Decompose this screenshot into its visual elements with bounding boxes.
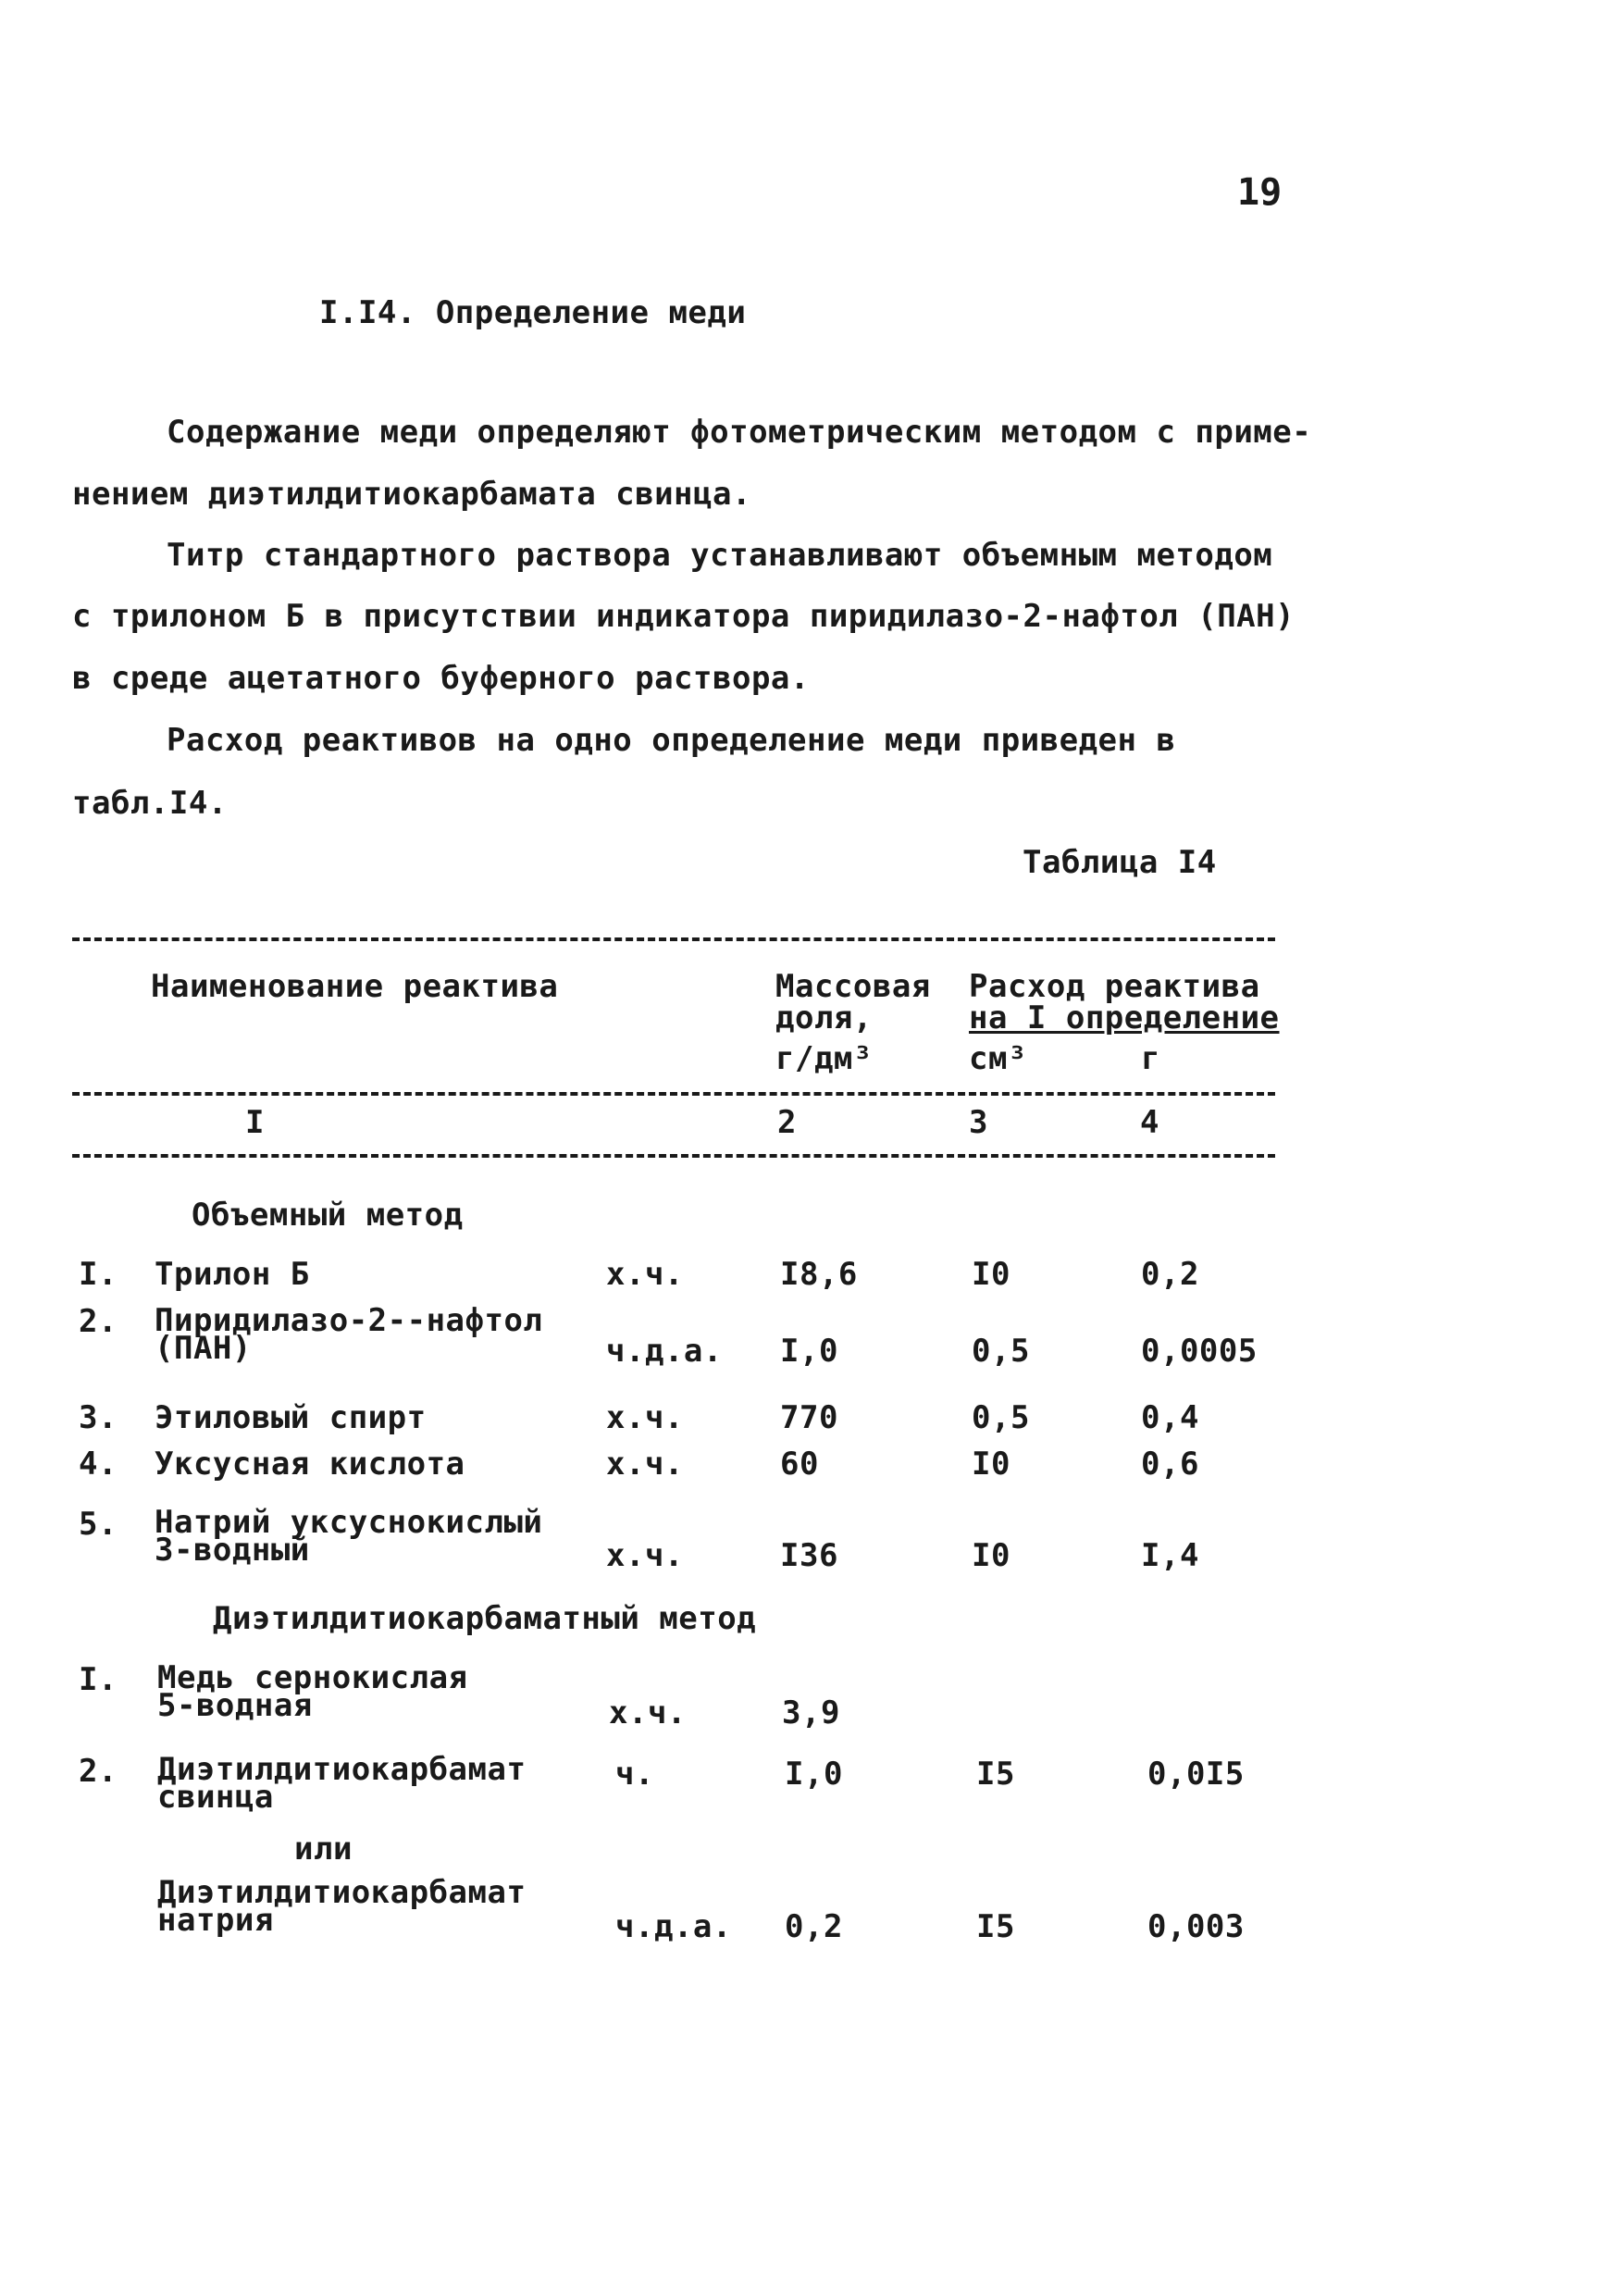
reagent-name: Натрий уксуснокислый xyxy=(155,1504,543,1541)
group-title: Объемный метод xyxy=(192,1197,464,1234)
row-number: 5. xyxy=(79,1506,118,1543)
reagent-grade: ч. xyxy=(615,1756,654,1793)
header-mass: доля, xyxy=(775,999,873,1036)
header-consumption: Расход реактива xyxy=(969,968,1260,1005)
paragraph-line: нением диэтилдитиокарбамата свинца. xyxy=(72,476,751,513)
row-number: I. xyxy=(79,1256,118,1293)
reagent-name: Уксусная кислота xyxy=(155,1446,465,1483)
reagent-name: Трилон Б xyxy=(155,1256,310,1293)
table-rule-colnum xyxy=(72,1154,1275,1158)
mass-fraction: 60 xyxy=(780,1446,819,1483)
reagent-name: Диэтилдитиокарбамат xyxy=(157,1751,527,1788)
mass-g: 0,6 xyxy=(1141,1446,1199,1483)
paragraph-line: Титр стандартного раствора устанавливают объемным методом xyxy=(167,537,1273,574)
header-unit-cm3: см³ xyxy=(969,1040,1027,1077)
mass-g: 0,0005 xyxy=(1141,1333,1258,1370)
header-consumption: на I определение xyxy=(969,999,1280,1036)
reagent-grade: х.ч. xyxy=(606,1256,684,1293)
table-rule-top xyxy=(72,937,1275,941)
table-caption: Таблица I4 xyxy=(1023,844,1217,881)
column-number: 2 xyxy=(777,1104,797,1141)
volume-cm3: 0,5 xyxy=(972,1399,1030,1436)
or-separator: или xyxy=(294,1831,353,1868)
column-number: 4 xyxy=(1140,1104,1159,1141)
row-number: 2. xyxy=(79,1303,118,1340)
volume-cm3: I5 xyxy=(976,1908,1015,1945)
mass-fraction: 3,9 xyxy=(782,1694,840,1731)
paragraph-line: Содержание меди определяют фотометрическим методом с приме- xyxy=(167,414,1312,451)
reagent-grade: ч.д.а. xyxy=(615,1908,732,1945)
reagent-grade: х.ч. xyxy=(606,1446,684,1483)
mass-fraction: I8,6 xyxy=(780,1256,858,1293)
mass-fraction: I,0 xyxy=(785,1756,843,1793)
mass-fraction: I,0 xyxy=(780,1333,838,1370)
mass-g: 0,4 xyxy=(1141,1399,1199,1436)
paragraph-line: Расход реактивов на одно определение меди приведен в xyxy=(167,722,1176,759)
mass-g: 0,2 xyxy=(1141,1256,1199,1293)
reagent-name: Пиридилазо-2--нафтол xyxy=(155,1302,543,1339)
mass-fraction: 770 xyxy=(780,1399,838,1436)
row-number: I. xyxy=(79,1661,118,1698)
header-mass-unit: г/дм³ xyxy=(775,1040,873,1077)
header-name: Наименование реактива xyxy=(151,968,559,1005)
reagent-grade: х.ч. xyxy=(606,1399,684,1436)
group-title: Диэтилдитиокарбаматный метод xyxy=(213,1600,757,1637)
reagent-grade: ч.д.а. xyxy=(606,1333,723,1370)
volume-cm3: I0 xyxy=(972,1446,1010,1483)
paragraph-line: табл.I4. xyxy=(72,785,228,822)
row-number: 3. xyxy=(79,1399,118,1436)
volume-cm3: 0,5 xyxy=(972,1333,1030,1370)
reagent-name: Этиловый спирт xyxy=(155,1399,427,1436)
table-rule-header xyxy=(72,1092,1275,1096)
mass-g: I,4 xyxy=(1141,1537,1199,1574)
paragraph-line: в среде ацетатного буферного раствора. xyxy=(72,660,810,697)
page-number: 19 xyxy=(1237,171,1283,214)
reagent-name: свинца xyxy=(157,1779,274,1816)
row-number: 2. xyxy=(79,1753,118,1790)
column-number: I xyxy=(245,1104,265,1141)
column-number: 3 xyxy=(969,1104,988,1141)
paragraph-line: с трилоном Б в присутствии индикатора пиридилазо-2-нафтол (ПАН) xyxy=(72,598,1295,635)
volume-cm3: I0 xyxy=(972,1256,1010,1293)
header-mass: Массовая xyxy=(775,968,931,1005)
reagent-name: Медь сернокислая xyxy=(157,1659,468,1696)
volume-cm3: I5 xyxy=(976,1756,1015,1793)
mass-fraction: I36 xyxy=(780,1537,838,1574)
reagent-name: (ПАН) xyxy=(155,1330,252,1367)
reagent-name: 3-водный xyxy=(155,1532,310,1569)
mass-g: 0,0I5 xyxy=(1147,1756,1245,1793)
section-heading: I.I4. Определение меди xyxy=(319,294,747,331)
reagent-name: натрия xyxy=(157,1902,274,1939)
reagent-grade: х.ч. xyxy=(606,1537,684,1574)
reagent-grade: х.ч. xyxy=(609,1694,687,1731)
reagent-name: 5-водная xyxy=(157,1687,313,1724)
mass-g: 0,003 xyxy=(1147,1908,1245,1945)
volume-cm3: I0 xyxy=(972,1537,1010,1574)
mass-fraction: 0,2 xyxy=(785,1908,843,1945)
header-unit-g: г xyxy=(1141,1040,1160,1077)
reagent-name: Диэтилдитиокарбамат xyxy=(157,1874,527,1911)
row-number: 4. xyxy=(79,1446,118,1483)
